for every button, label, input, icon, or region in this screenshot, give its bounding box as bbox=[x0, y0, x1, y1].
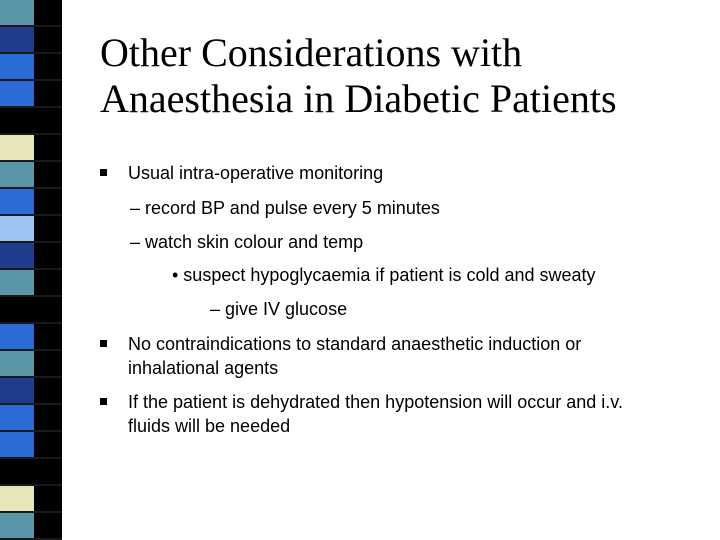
stripe-square bbox=[0, 81, 34, 106]
stripe-shadow bbox=[34, 486, 62, 511]
decorative-stripe bbox=[0, 459, 62, 484]
stripe-square bbox=[0, 270, 34, 295]
decorative-stripe bbox=[0, 405, 62, 430]
bullet-text: Usual intra-operative monitoring bbox=[128, 163, 384, 183]
stripe-square bbox=[0, 513, 34, 538]
stripe-shadow bbox=[34, 270, 62, 295]
stripe-shadow bbox=[34, 405, 62, 430]
sub-bullet: – watch skin colour and temp bbox=[130, 232, 364, 252]
stripe-square bbox=[0, 135, 34, 160]
decorative-stripe bbox=[0, 432, 62, 457]
decorative-stripe bbox=[0, 216, 62, 241]
stripe-shadow bbox=[34, 189, 62, 214]
stripe-square bbox=[0, 459, 34, 484]
stripe-shadow bbox=[34, 216, 62, 241]
decorative-sidebar bbox=[0, 0, 62, 540]
stripe-square bbox=[0, 297, 34, 322]
decorative-stripe bbox=[0, 54, 62, 79]
stripe-square bbox=[0, 432, 34, 457]
stripe-square bbox=[0, 162, 34, 187]
square-bullet-icon bbox=[100, 398, 107, 405]
bullet-text-line-1: No contraindications to standard anaesthetic induction or bbox=[128, 334, 582, 354]
decorative-stripe bbox=[0, 324, 62, 349]
title-line-1: Other Considerations with bbox=[100, 30, 523, 75]
stripe-shadow bbox=[34, 0, 62, 25]
decorative-stripe bbox=[0, 270, 62, 295]
stripe-shadow bbox=[34, 162, 62, 187]
stripe-shadow bbox=[34, 108, 62, 133]
stripe-shadow bbox=[34, 27, 62, 52]
decorative-stripe bbox=[0, 162, 62, 187]
stripe-square bbox=[0, 486, 34, 511]
stripe-square bbox=[0, 405, 34, 430]
stripe-square bbox=[0, 54, 34, 79]
decorative-stripe bbox=[0, 243, 62, 268]
stripe-square bbox=[0, 0, 34, 25]
bullet-text-line-2: inhalational agents bbox=[128, 358, 279, 378]
decorative-stripe bbox=[0, 189, 62, 214]
stripe-shadow bbox=[34, 378, 62, 403]
sub-bullet: – record BP and pulse every 5 minutes bbox=[130, 198, 440, 218]
sub-sub-sub-bullet: – give IV glucose bbox=[210, 299, 348, 319]
decorative-stripe bbox=[0, 486, 62, 511]
decorative-stripe bbox=[0, 378, 62, 403]
stripe-shadow bbox=[34, 243, 62, 268]
square-bullet-icon bbox=[100, 340, 107, 347]
stripe-square bbox=[0, 243, 34, 268]
stripe-shadow bbox=[34, 351, 62, 376]
decorative-stripe bbox=[0, 297, 62, 322]
stripe-shadow bbox=[34, 459, 62, 484]
stripe-shadow bbox=[34, 297, 62, 322]
decorative-stripe bbox=[0, 351, 62, 376]
stripe-shadow bbox=[34, 135, 62, 160]
slide-title bbox=[100, 30, 700, 122]
stripe-shadow bbox=[34, 513, 62, 538]
stripe-square bbox=[0, 351, 34, 376]
decorative-stripe bbox=[0, 108, 62, 133]
stripe-square bbox=[0, 108, 34, 133]
decorative-stripe bbox=[0, 27, 62, 52]
decorative-stripe bbox=[0, 81, 62, 106]
bullet-text-line-1: If the patient is dehydrated then hypotension will occur and i.v. bbox=[128, 392, 623, 412]
stripe-square bbox=[0, 378, 34, 403]
decorative-stripe bbox=[0, 513, 62, 538]
stripe-shadow bbox=[34, 432, 62, 457]
stripe-square bbox=[0, 27, 34, 52]
stripe-shadow bbox=[34, 54, 62, 79]
bullet-text-line-2: fluids will be needed bbox=[128, 416, 291, 436]
sub-sub-bullet: • suspect hypoglycaemia if patient is cold and sweaty bbox=[172, 265, 596, 285]
decorative-stripe bbox=[0, 0, 62, 25]
stripe-shadow bbox=[34, 81, 62, 106]
title-line-2: Anaesthesia in Diabetic Patients bbox=[100, 76, 617, 121]
stripe-shadow bbox=[34, 324, 62, 349]
square-bullet-icon bbox=[100, 169, 107, 176]
decorative-stripe bbox=[0, 135, 62, 160]
stripe-square bbox=[0, 189, 34, 214]
stripe-square bbox=[0, 216, 34, 241]
stripe-square bbox=[0, 324, 34, 349]
